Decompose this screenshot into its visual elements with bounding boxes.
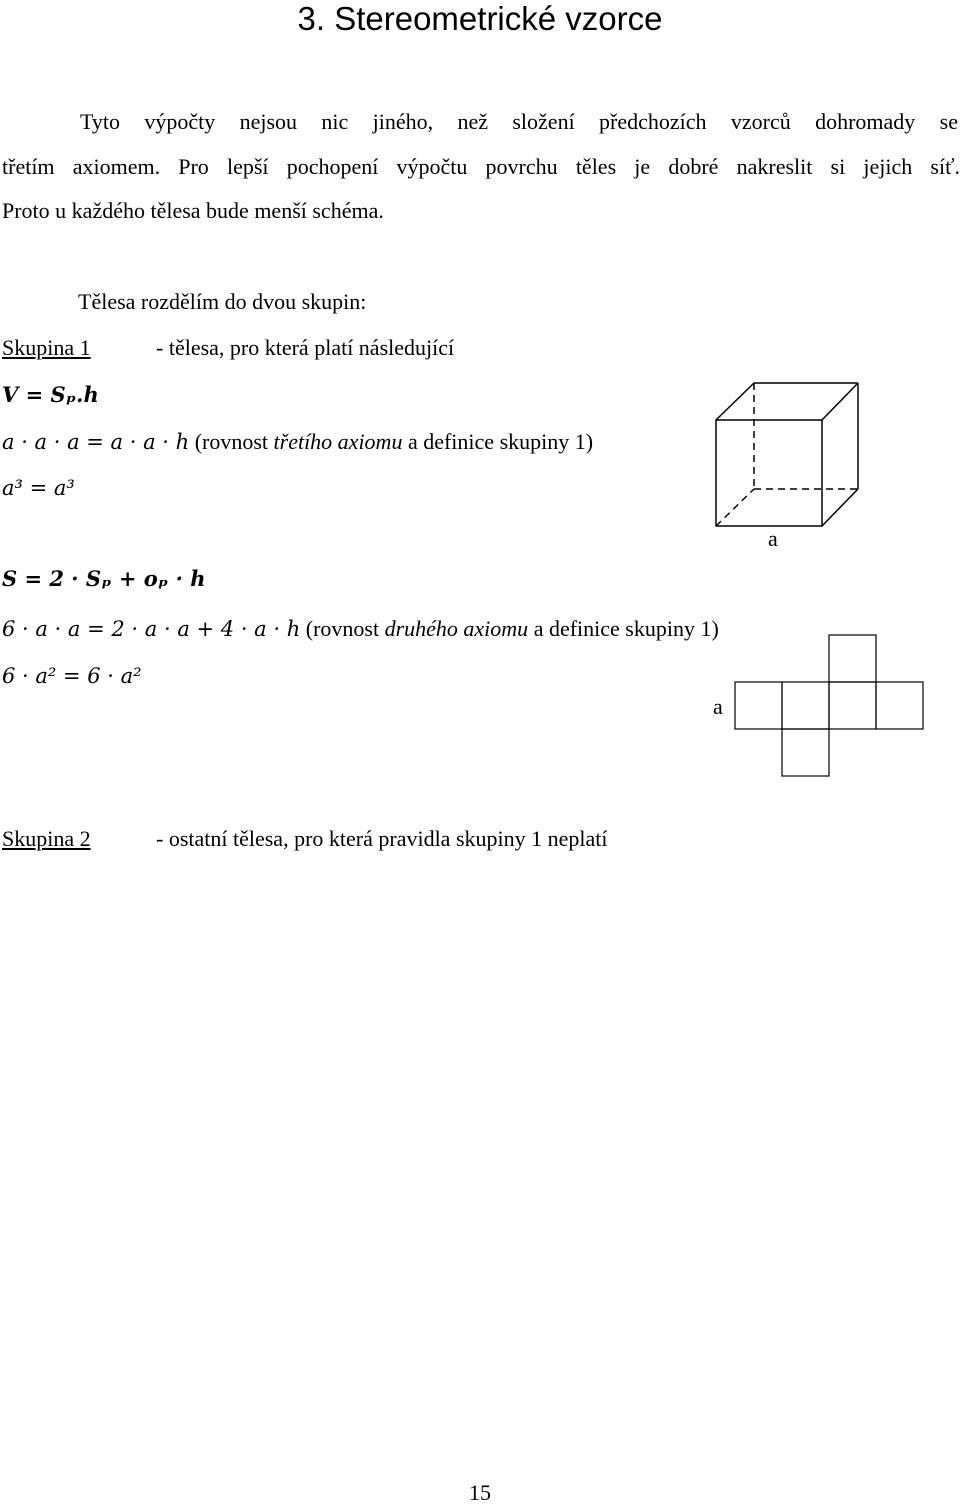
- cube-edge-label: a: [768, 526, 778, 551]
- eq-surface-cube-note-em: druhého axiomu: [384, 616, 529, 641]
- net-face-4: [876, 682, 923, 729]
- eq-volume-cube-note-post: a definice skupiny 1): [402, 429, 594, 454]
- group1-desc: - tělesa, pro která platí následující: [156, 335, 455, 360]
- group2-desc: - ostatní tělesa, pro která pravidla skupiny 1 neplatí: [156, 826, 608, 851]
- net-face-2: [782, 682, 829, 729]
- eq-volume-cube-math: a · a · a = a · a · h: [2, 430, 190, 454]
- eq-surface: S = 2 · Sₚ + oₚ · h: [2, 566, 206, 591]
- eq-surface-cube-math: 6 · a · a = 2 · a · a + 4 · a · h: [2, 617, 301, 641]
- page-number: 15: [469, 1480, 491, 1505]
- net-face-3: [829, 682, 876, 729]
- intro-line-3: Proto u každého tělesa bude menší schéma.: [2, 198, 384, 223]
- group1-label: Skupina 1: [2, 335, 91, 360]
- net-face-top: [829, 635, 876, 682]
- eq-volume-cube-note-pre: (rovnost: [194, 429, 274, 454]
- intro-line-2: třetím axiomem. Pro lepší pochopení výpočtu povrchu těles je dobré nakreslit si jejich síť.: [2, 154, 960, 179]
- net-face-bottom: [782, 729, 829, 776]
- net-face-1: [735, 682, 782, 729]
- net-edge-label: a: [713, 694, 723, 719]
- eq-volume-cube-note-em: třetího axiomu: [273, 429, 403, 454]
- intro-line-1: Tyto výpočty nejsou nic jiného, než složení předchozích vzorců dohromady se: [80, 109, 958, 134]
- eq-surface-result: 6 · a² = 6 · a²: [2, 664, 142, 688]
- group2-label: Skupina 2: [2, 826, 91, 851]
- eq-volume: V = Sₚ.h: [2, 382, 99, 407]
- eq-surface-cube-note-pre: (rovnost: [305, 616, 385, 641]
- groups-intro: Tělesa rozdělím do dvou skupin:: [78, 289, 367, 314]
- page-title: 3. Stereometrické vzorce: [297, 0, 663, 37]
- eq-surface-cube-note-post: a definice skupiny 1): [528, 616, 719, 641]
- eq-volume-result: a³ = a³: [2, 476, 75, 500]
